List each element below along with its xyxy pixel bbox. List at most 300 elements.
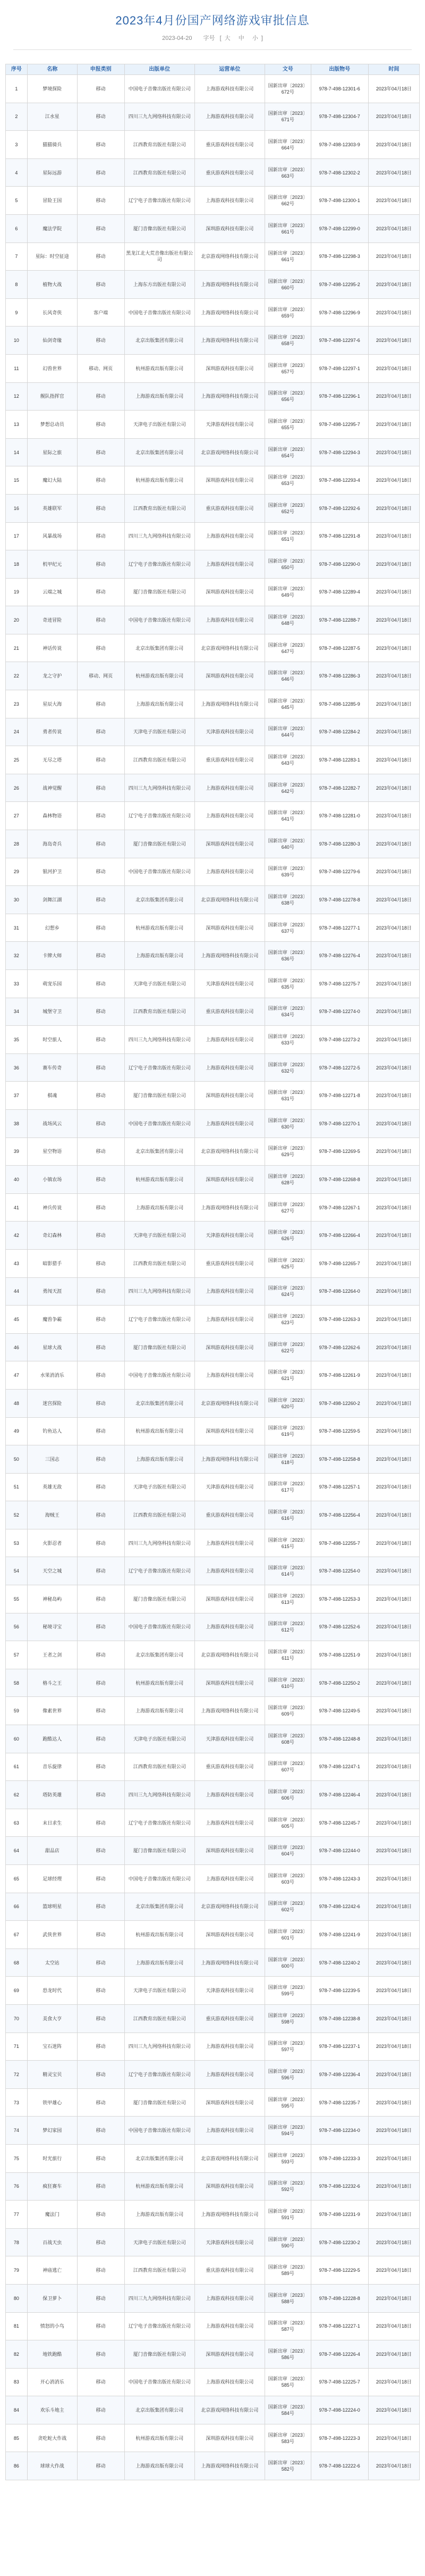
table-row [6,354,420,382]
cell-no: 25 [6,746,28,774]
cell-operator: 上海游戏科技有限公司 [194,1865,265,1893]
cell-isbn: 978-7-498-12296-9 [311,298,368,327]
cell-operator: 天津游戏科技有限公司 [194,411,265,439]
cell-category: 移动 [77,830,124,858]
cell-publisher: 天津电子出版社有限公司 [124,718,194,746]
cell-name: 星辰大海 [27,690,77,718]
cell-category: 移动 [77,1389,124,1417]
table-row [6,2396,420,2424]
cell-document-no: 国新出审〔2023〕598号 [265,2004,311,2033]
header-document-no: 文号 [265,64,311,75]
cell-publisher: 杭州游戏出版有限公司 [124,354,194,382]
cell-category: 移动 [77,2312,124,2340]
cell-name: 森林物语 [27,802,77,830]
cell-no: 49 [6,1417,28,1445]
cell-isbn: 978-7-498-12251-9 [311,1641,368,1669]
cell-date: 2023年04月18日 [368,1557,419,1585]
cell-date: 2023年04月18日 [368,1753,419,1781]
table-row [6,2004,420,2033]
cell-date: 2023年04月18日 [368,1053,419,1082]
table-row [6,1193,420,1222]
cell-publisher: 杭州游戏出版有限公司 [124,1669,194,1697]
cell-date: 2023年04月18日 [368,998,419,1026]
cell-operator: 重庆游戏科技有限公司 [194,158,265,187]
table-row [6,1082,420,1110]
cell-operator: 上海游戏科技有限公司 [194,802,265,830]
cell-name: 无尽之塔 [27,746,77,774]
cell-document-no: 国新出审〔2023〕601号 [265,1921,311,1949]
cell-publisher: 中国电子音像出版社有限公司 [124,2117,194,2145]
table-row [6,886,420,914]
cell-name: 水果消消乐 [27,1361,77,1390]
cell-date: 2023年04月18日 [368,1249,419,1277]
cell-name: 宝石迷阵 [27,2033,77,2061]
cell-document-no: 国新出审〔2023〕597号 [265,2033,311,2061]
cell-name: 海岛奇兵 [27,830,77,858]
cell-name: 贪吃蛇大作战 [27,2424,77,2452]
cell-date: 2023年04月18日 [368,1977,419,2005]
header-name: 名称 [27,64,77,75]
cell-category: 移动 [77,1082,124,1110]
cell-no: 34 [6,998,28,1026]
cell-document-no: 国新出审〔2023〕592号 [265,2172,311,2201]
cell-operator: 上海游戏科技有限公司 [194,1306,265,1334]
cell-no: 64 [6,1837,28,1865]
table-row [6,1361,420,1390]
cell-isbn: 978-7-498-12262-6 [311,1333,368,1361]
cell-name: 海贼王 [27,1501,77,1529]
header-no: 序号 [6,64,28,75]
cell-category: 移动 [77,2117,124,2145]
cell-isbn: 978-7-498-12259-5 [311,1417,368,1445]
cell-document-no: 国新出审〔2023〕584号 [265,2396,311,2424]
table-row [6,1333,420,1361]
cell-publisher: 天津电子出版社有限公司 [124,2228,194,2256]
cell-document-no: 国新出审〔2023〕610号 [265,1669,311,1697]
cell-no: 29 [6,858,28,886]
cell-publisher: 天津电子出版社有限公司 [124,1725,194,1753]
cell-date: 2023年04月18日 [368,1948,419,1977]
cell-name: 星际：时空征途 [27,242,77,271]
cell-category: 移动 [77,690,124,718]
cell-isbn: 978-7-498-12302-2 [311,158,368,187]
cell-name: 星球大战 [27,1333,77,1361]
cell-date: 2023年04月18日 [368,830,419,858]
cell-date: 2023年04月18日 [368,1193,419,1222]
cell-publisher: 杭州游戏出版有限公司 [124,662,194,690]
cell-operator: 上海游戏网络科技有限公司 [194,1193,265,1222]
cell-publisher: 北京出版集团有限公司 [124,1641,194,1669]
cell-publisher: 厦门音像出版社有限公司 [124,2340,194,2369]
cell-publisher: 上海游戏出版有限公司 [124,1193,194,1222]
cell-publisher: 辽宁电子音像出版社有限公司 [124,2061,194,2089]
approval-table [5,64,420,2480]
table-row [6,411,420,439]
cell-isbn: 978-7-498-12228-8 [311,2284,368,2312]
cell-date: 2023年04月18日 [368,1893,419,1921]
font-size-large[interactable]: 大 [224,35,231,41]
cell-category: 移动 [77,2424,124,2452]
cell-no: 13 [6,411,28,439]
cell-category: 移动 [77,466,124,495]
cell-document-no: 国新出审〔2023〕591号 [265,2201,311,2229]
cell-operator: 深圳游戏科技有限公司 [194,2172,265,2201]
cell-operator: 上海游戏网络科技有限公司 [194,1697,265,1725]
cell-isbn: 978-7-498-12222-6 [311,2452,368,2480]
cell-isbn: 978-7-498-12290-0 [311,550,368,579]
cell-name: 跑酷达人 [27,1725,77,1753]
cell-document-no: 国新出审〔2023〕616号 [265,1501,311,1529]
table-row [6,2201,420,2229]
cell-no: 24 [6,718,28,746]
cell-name: 梦幻家园 [27,2117,77,2145]
table-row [6,1445,420,1474]
cell-isbn: 978-7-498-12245-7 [311,1809,368,1837]
cell-publisher: 中国电子音像出版社有限公司 [124,1613,194,1641]
cell-no: 71 [6,2033,28,2061]
cell-name: 风暴战场 [27,522,77,550]
cell-isbn: 978-7-498-12256-4 [311,1501,368,1529]
cell-no: 37 [6,1082,28,1110]
cell-category: 移动 [77,1166,124,1194]
cell-publisher: 江西教育出版社有限公司 [124,998,194,1026]
cell-document-no: 国新出审〔2023〕620号 [265,1389,311,1417]
table-row [6,606,420,634]
cell-document-no: 国新出审〔2023〕632号 [265,1053,311,1082]
cell-publisher: 四川三九九网络科技有限公司 [124,2033,194,2061]
cell-name: 云端之城 [27,578,77,606]
cell-date: 2023年04月18日 [368,2117,419,2145]
cell-document-no: 国新出审〔2023〕585号 [265,2368,311,2396]
cell-category: 移动 [77,242,124,271]
cell-name: 暗影猎手 [27,1249,77,1277]
cell-name: 钓鱼达人 [27,1417,77,1445]
cell-category: 移动 [77,2033,124,2061]
cell-publisher: 江西教育出版社有限公司 [124,494,194,522]
cell-publisher: 四川三九九网络科技有限公司 [124,1026,194,1054]
cell-isbn: 978-7-498-12277-1 [311,914,368,942]
cell-operator: 北京游戏网络科技有限公司 [194,2144,265,2172]
cell-category: 移动 [77,914,124,942]
cell-isbn: 978-7-498-12249-5 [311,1697,368,1725]
cell-date: 2023年04月18日 [368,970,419,998]
cell-isbn: 978-7-498-12293-4 [311,466,368,495]
cell-category: 移动 [77,970,124,998]
font-size-label: 字号 [203,35,215,41]
cell-no: 40 [6,1166,28,1194]
cell-name: 火影忍者 [27,1529,77,1557]
cell-isbn: 978-7-498-12235-7 [311,2088,368,2117]
header-isbn: 出版物号 [311,64,368,75]
table-row [6,634,420,662]
cell-publisher: 厦门音像出版社有限公司 [124,1585,194,1613]
cell-name: 植物大战 [27,271,77,299]
cell-operator: 上海游戏网络科技有限公司 [194,1948,265,1977]
cell-publisher: 杭州游戏出版有限公司 [124,2172,194,2201]
cell-isbn: 978-7-498-12260-2 [311,1389,368,1417]
cell-isbn: 978-7-498-12253-3 [311,1585,368,1613]
cell-date: 2023年04月18日 [368,550,419,579]
cell-document-no: 国新出审〔2023〕656号 [265,382,311,411]
cell-document-no: 国新出审〔2023〕617号 [265,1473,311,1501]
cell-date: 2023年04月18日 [368,858,419,886]
cell-date: 2023年04月18日 [368,1473,419,1501]
cell-category: 移动 [77,2228,124,2256]
cell-publisher: 四川三九九网络科技有限公司 [124,522,194,550]
cell-publisher: 北京出版集团有限公司 [124,327,194,355]
cell-isbn: 978-7-498-12232-6 [311,2172,368,2201]
cell-operator: 深圳游戏科技有限公司 [194,1333,265,1361]
cell-category: 移动 [77,1781,124,1809]
cell-isbn: 978-7-498-12264-0 [311,1277,368,1306]
header-date: 时间 [368,64,419,75]
cell-name: 幻想乡 [27,914,77,942]
cell-operator: 深圳游戏科技有限公司 [194,914,265,942]
cell-document-no: 国新出审〔2023〕626号 [265,1222,311,1250]
cell-category: 移动 [77,2172,124,2201]
cell-document-no: 国新出审〔2023〕671号 [265,103,311,131]
cell-no: 44 [6,1277,28,1306]
cell-operator: 深圳游戏科技有限公司 [194,1166,265,1194]
cell-name: 江水星 [27,103,77,131]
cell-operator: 上海游戏科技有限公司 [194,1109,265,1138]
cell-category: 移动 [77,2340,124,2369]
cell-isbn: 978-7-498-12300-1 [311,187,368,215]
cell-date: 2023年04月18日 [368,2228,419,2256]
cell-document-no: 国新出审〔2023〕664号 [265,131,311,159]
table-row [6,1501,420,1529]
table-row [6,522,420,550]
cell-document-no: 国新出审〔2023〕604号 [265,1837,311,1865]
cell-name: 英雄无敌 [27,1473,77,1501]
cell-category: 移动 [77,1306,124,1334]
cell-isbn: 978-7-498-12287-5 [311,634,368,662]
cell-operator: 上海游戏科技有限公司 [194,2312,265,2340]
cell-publisher: 辽宁电子音像出版社有限公司 [124,1053,194,1082]
cell-no: 27 [6,802,28,830]
cell-operator: 上海游戏网络科技有限公司 [194,327,265,355]
table-row [6,2312,420,2340]
cell-publisher: 天津电子出版社有限公司 [124,1222,194,1250]
cell-name: 勇者传说 [27,718,77,746]
cell-date: 2023年04月18日 [368,1725,419,1753]
cell-no: 10 [6,327,28,355]
table-row [6,187,420,215]
cell-no: 12 [6,382,28,411]
cell-name: 末日求生 [27,1809,77,1837]
cell-date: 2023年04月18日 [368,411,419,439]
cell-isbn: 978-7-498-12223-3 [311,2424,368,2452]
cell-document-no: 国新出审〔2023〕630号 [265,1109,311,1138]
cell-document-no: 国新出审〔2023〕655号 [265,411,311,439]
cell-date: 2023年04月18日 [368,298,419,327]
cell-document-no: 国新出审〔2023〕672号 [265,75,311,103]
cell-no: 54 [6,1557,28,1585]
table-row [6,214,420,242]
cell-no: 62 [6,1781,28,1809]
cell-no: 60 [6,1725,28,1753]
cell-category: 移动 [77,1026,124,1054]
cell-no: 15 [6,466,28,495]
cell-date: 2023年04月18日 [368,802,419,830]
cell-isbn: 978-7-498-12227-1 [311,2312,368,2340]
cell-isbn: 978-7-498-12229-5 [311,2256,368,2285]
cell-no: 46 [6,1333,28,1361]
cell-date: 2023年04月18日 [368,1082,419,1110]
table-row [6,1138,420,1166]
cell-category: 移动 [77,886,124,914]
cell-name: 龙之守护 [27,662,77,690]
cell-document-no: 国新出审〔2023〕625号 [265,1249,311,1277]
cell-name: 赛车传奇 [27,1053,77,1082]
cell-publisher: 江西教育出版社有限公司 [124,1249,194,1277]
cell-no: 33 [6,970,28,998]
table-row [6,2284,420,2312]
cell-document-no: 国新出审〔2023〕661号 [265,214,311,242]
cell-publisher: 辽宁电子音像出版社有限公司 [124,2312,194,2340]
cell-publisher: 中国电子音像出版社有限公司 [124,1361,194,1390]
cell-operator: 天津游戏科技有限公司 [194,2228,265,2256]
table-row [6,2117,420,2145]
cell-operator: 重庆游戏科技有限公司 [194,494,265,522]
cell-isbn: 978-7-498-12299-0 [311,214,368,242]
cell-document-no: 国新出审〔2023〕651号 [265,522,311,550]
table-row [6,1809,420,1837]
cell-document-no: 国新出审〔2023〕650号 [265,550,311,579]
cell-document-no: 国新出审〔2023〕588号 [265,2284,311,2312]
cell-category: 移动 [77,1893,124,1921]
cell-operator: 深圳游戏科技有限公司 [194,214,265,242]
cell-publisher: 厦门音像出版社有限公司 [124,1082,194,1110]
cell-name: 勇闯天涯 [27,1277,77,1306]
cell-category: 移动 [77,2256,124,2285]
cell-publisher: 厦门音像出版社有限公司 [124,578,194,606]
cell-date: 2023年04月18日 [368,354,419,382]
cell-operator: 北京游戏网络科技有限公司 [194,1389,265,1417]
cell-name: 时光旅行 [27,2144,77,2172]
cell-operator: 北京游戏网络科技有限公司 [194,242,265,271]
cell-name: 神庙逃亡 [27,2256,77,2285]
cell-document-no: 国新出审〔2023〕643号 [265,746,311,774]
cell-date: 2023年04月18日 [368,1166,419,1194]
cell-publisher: 北京出版集团有限公司 [124,1389,194,1417]
table-row [6,2228,420,2256]
cell-name: 保卫萝卜 [27,2284,77,2312]
table-row [6,1781,420,1809]
cell-date: 2023年04月18日 [368,2312,419,2340]
cell-document-no: 国新出审〔2023〕636号 [265,942,311,970]
font-size-small[interactable]: 小 [252,35,258,41]
cell-category: 移动 [77,1473,124,1501]
cell-no: 66 [6,1893,28,1921]
cell-operator: 上海游戏科技有限公司 [194,1529,265,1557]
cell-no: 80 [6,2284,28,2312]
cell-no: 4 [6,158,28,187]
cell-date: 2023年04月18日 [368,774,419,802]
font-size-medium[interactable]: 中 [238,35,244,41]
cell-date: 2023年04月18日 [368,2033,419,2061]
cell-operator: 上海游戏科技有限公司 [194,522,265,550]
cell-no: 23 [6,690,28,718]
cell-name: 迷宫探险 [27,1389,77,1417]
table-body [6,75,420,2480]
cell-operator: 深圳游戏科技有限公司 [194,1585,265,1613]
cell-name: 银河护卫 [27,858,77,886]
cell-date: 2023年04月18日 [368,103,419,131]
cell-publisher: 北京出版集团有限公司 [124,886,194,914]
cell-date: 2023年04月18日 [368,1781,419,1809]
cell-publisher: 中国电子音像出版社有限公司 [124,1109,194,1138]
cell-operator: 上海游戏科技有限公司 [194,187,265,215]
cell-date: 2023年04月18日 [368,1138,419,1166]
cell-date: 2023年04月18日 [368,242,419,271]
cell-isbn: 978-7-498-12268-8 [311,1166,368,1194]
cell-no: 82 [6,2340,28,2369]
table-row [6,2340,420,2369]
cell-date: 2023年04月18日 [368,1361,419,1390]
cell-isbn: 978-7-498-12273-2 [311,1026,368,1054]
cell-category: 移动 [77,271,124,299]
cell-category: 移动 [77,1921,124,1949]
cell-name: 美食大亨 [27,2004,77,2033]
table-row [6,1893,420,1921]
table-row [6,662,420,690]
cell-document-no: 国新出审〔2023〕646号 [265,662,311,690]
cell-category: 移动 [77,1585,124,1613]
cell-publisher: 北京出版集团有限公司 [124,438,194,466]
cell-date: 2023年04月18日 [368,2004,419,2033]
page-header [0,0,425,64]
cell-isbn: 978-7-498-12297-6 [311,327,368,355]
cell-publisher: 厦门音像出版社有限公司 [124,830,194,858]
divider [13,49,412,50]
cell-publisher: 中国电子音像出版社有限公司 [124,75,194,103]
cell-date: 2023年04月18日 [368,494,419,522]
cell-category: 移动 [77,2284,124,2312]
table-row [6,1277,420,1306]
table-row [6,1865,420,1893]
table-row [6,2144,420,2172]
cell-isbn: 978-7-498-12226-4 [311,2340,368,2369]
cell-name: 格斗之王 [27,1669,77,1697]
table-row [6,942,420,970]
cell-isbn: 978-7-498-12285-9 [311,690,368,718]
cell-date: 2023年04月18日 [368,2452,419,2480]
cell-category: 移动 [77,550,124,579]
cell-document-no: 国新出审〔2023〕603号 [265,1865,311,1893]
cell-isbn: 978-7-498-12296-1 [311,382,368,411]
cell-name: 萌宠乐园 [27,970,77,998]
cell-category: 移动 [77,1557,124,1585]
cell-no: 19 [6,578,28,606]
cell-no: 6 [6,214,28,242]
cell-category: 移动 [77,1641,124,1669]
cell-document-no: 国新出审〔2023〕660号 [265,271,311,299]
cell-no: 57 [6,1641,28,1669]
cell-name: 魔法门 [27,2201,77,2229]
cell-category: 客户端 [77,298,124,327]
cell-name: 星空物语 [27,1138,77,1166]
cell-document-no: 国新出审〔2023〕595号 [265,2088,311,2117]
cell-category: 移动 [77,2144,124,2172]
cell-name: 精灵宝贝 [27,2061,77,2089]
cell-name: 棋魂 [27,1082,77,1110]
cell-document-no: 国新出审〔2023〕649号 [265,578,311,606]
cell-operator: 重庆游戏科技有限公司 [194,1501,265,1529]
page-meta [0,34,425,42]
cell-isbn: 978-7-498-12255-7 [311,1529,368,1557]
cell-no: 26 [6,774,28,802]
